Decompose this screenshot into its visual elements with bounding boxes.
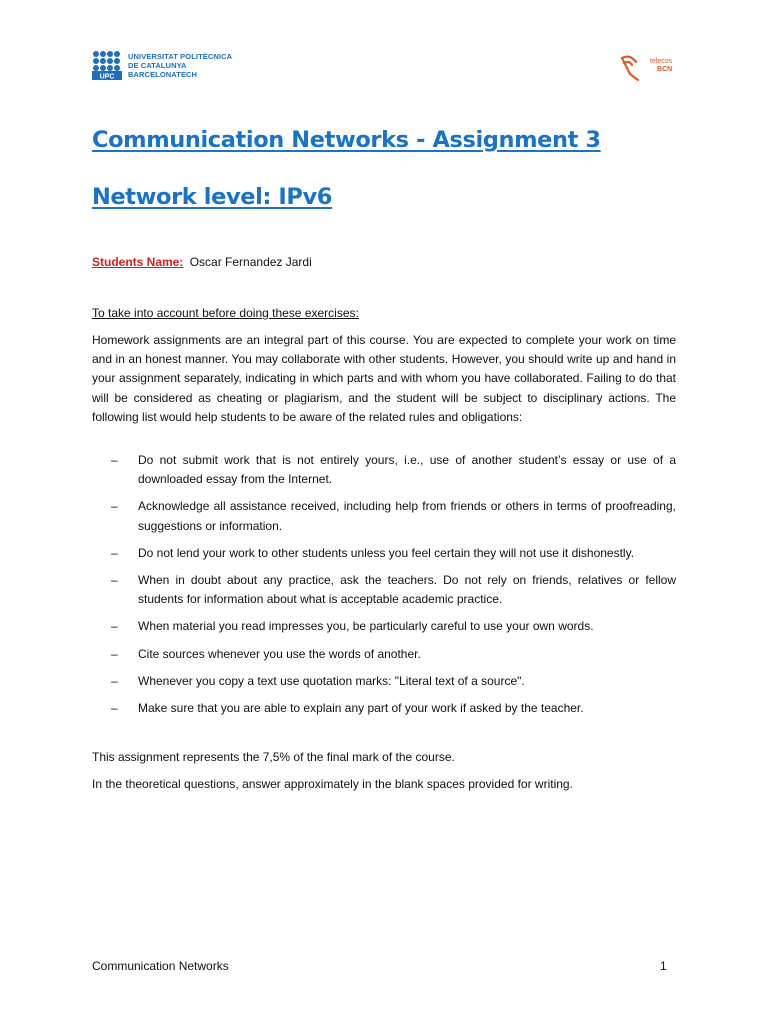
list-item: – Do not submit work that is not entirely yours, i.e., use of another student’s essay or use of a downloaded essay from the Internet. [111, 453, 676, 487]
document-title: Communication Networks - Assignment 3 [92, 127, 601, 153]
footer-course-name: Communication Networks [92, 959, 229, 973]
list-item: – When in doubt about any practice, ask the teachers. Do not rely on friends, relatives or fellow students for information about what is acceptable academic practice. [111, 573, 676, 607]
list-item: – When material you read impresses you, be particularly careful to use your own words. [111, 619, 594, 634]
upc-logo [92, 50, 242, 80]
list-item: – Acknowledge all assistance received, including help from friends or others in terms of proofreading, suggestions or information. [111, 499, 676, 533]
student-name-label: Students Name: [92, 255, 184, 269]
intro-paragraph: Homework assignments are an integral part of this course. You are expected to complete your work on time and in an honest manner. You may collaborate with other students. However, you should write up and hand in your assignment separately, indicating in which parts and with whom you have collaborated. Failing to do that will be considered as cheating or plagiarism, and the student will be subject to disciplinary actions. The following list would help students to be aware of the related rules and obligations: [92, 333, 676, 424]
document-subtitle: Network level: IPv6 [92, 184, 333, 210]
telecos-logo-text: telecos BCN [650, 58, 673, 73]
upc-logo-text: UNIVERSITAT POLITÈCNICA DE CATALUNYA BARCELONATECH [128, 51, 233, 79]
list-item: – Make sure that you are able to explain any part of your work if asked by the teacher. [111, 701, 584, 716]
answer-instructions: In the theoretical questions, answer approximately in the blank spaces provided for writing. [92, 777, 573, 791]
list-item: – Do not lend your work to other students unless you feel certain they will not use it dishonestly. [111, 545, 635, 560]
list-item: – Whenever you copy a text use quotation marks: "Literal text of a source". [111, 673, 525, 688]
telecos-bcn-logo [618, 52, 678, 82]
grading-note: This assignment represents the 7,5% of the final mark of the course. [92, 750, 455, 764]
student-name-value: Oscar Fernandez Jardi [189, 255, 312, 269]
svg-text:UPC: UPC [99, 73, 115, 80]
upc-logo-mark [92, 50, 122, 80]
intro-heading: To take into account before doing these exercises: [92, 306, 359, 320]
rules-list [92, 451, 676, 726]
list-item: – Cite sources whenever you use the words of another. [111, 646, 421, 661]
footer-page-number: 1 [660, 959, 667, 973]
telecos-antenna-icon [618, 52, 650, 82]
student-name-row [92, 255, 312, 269]
